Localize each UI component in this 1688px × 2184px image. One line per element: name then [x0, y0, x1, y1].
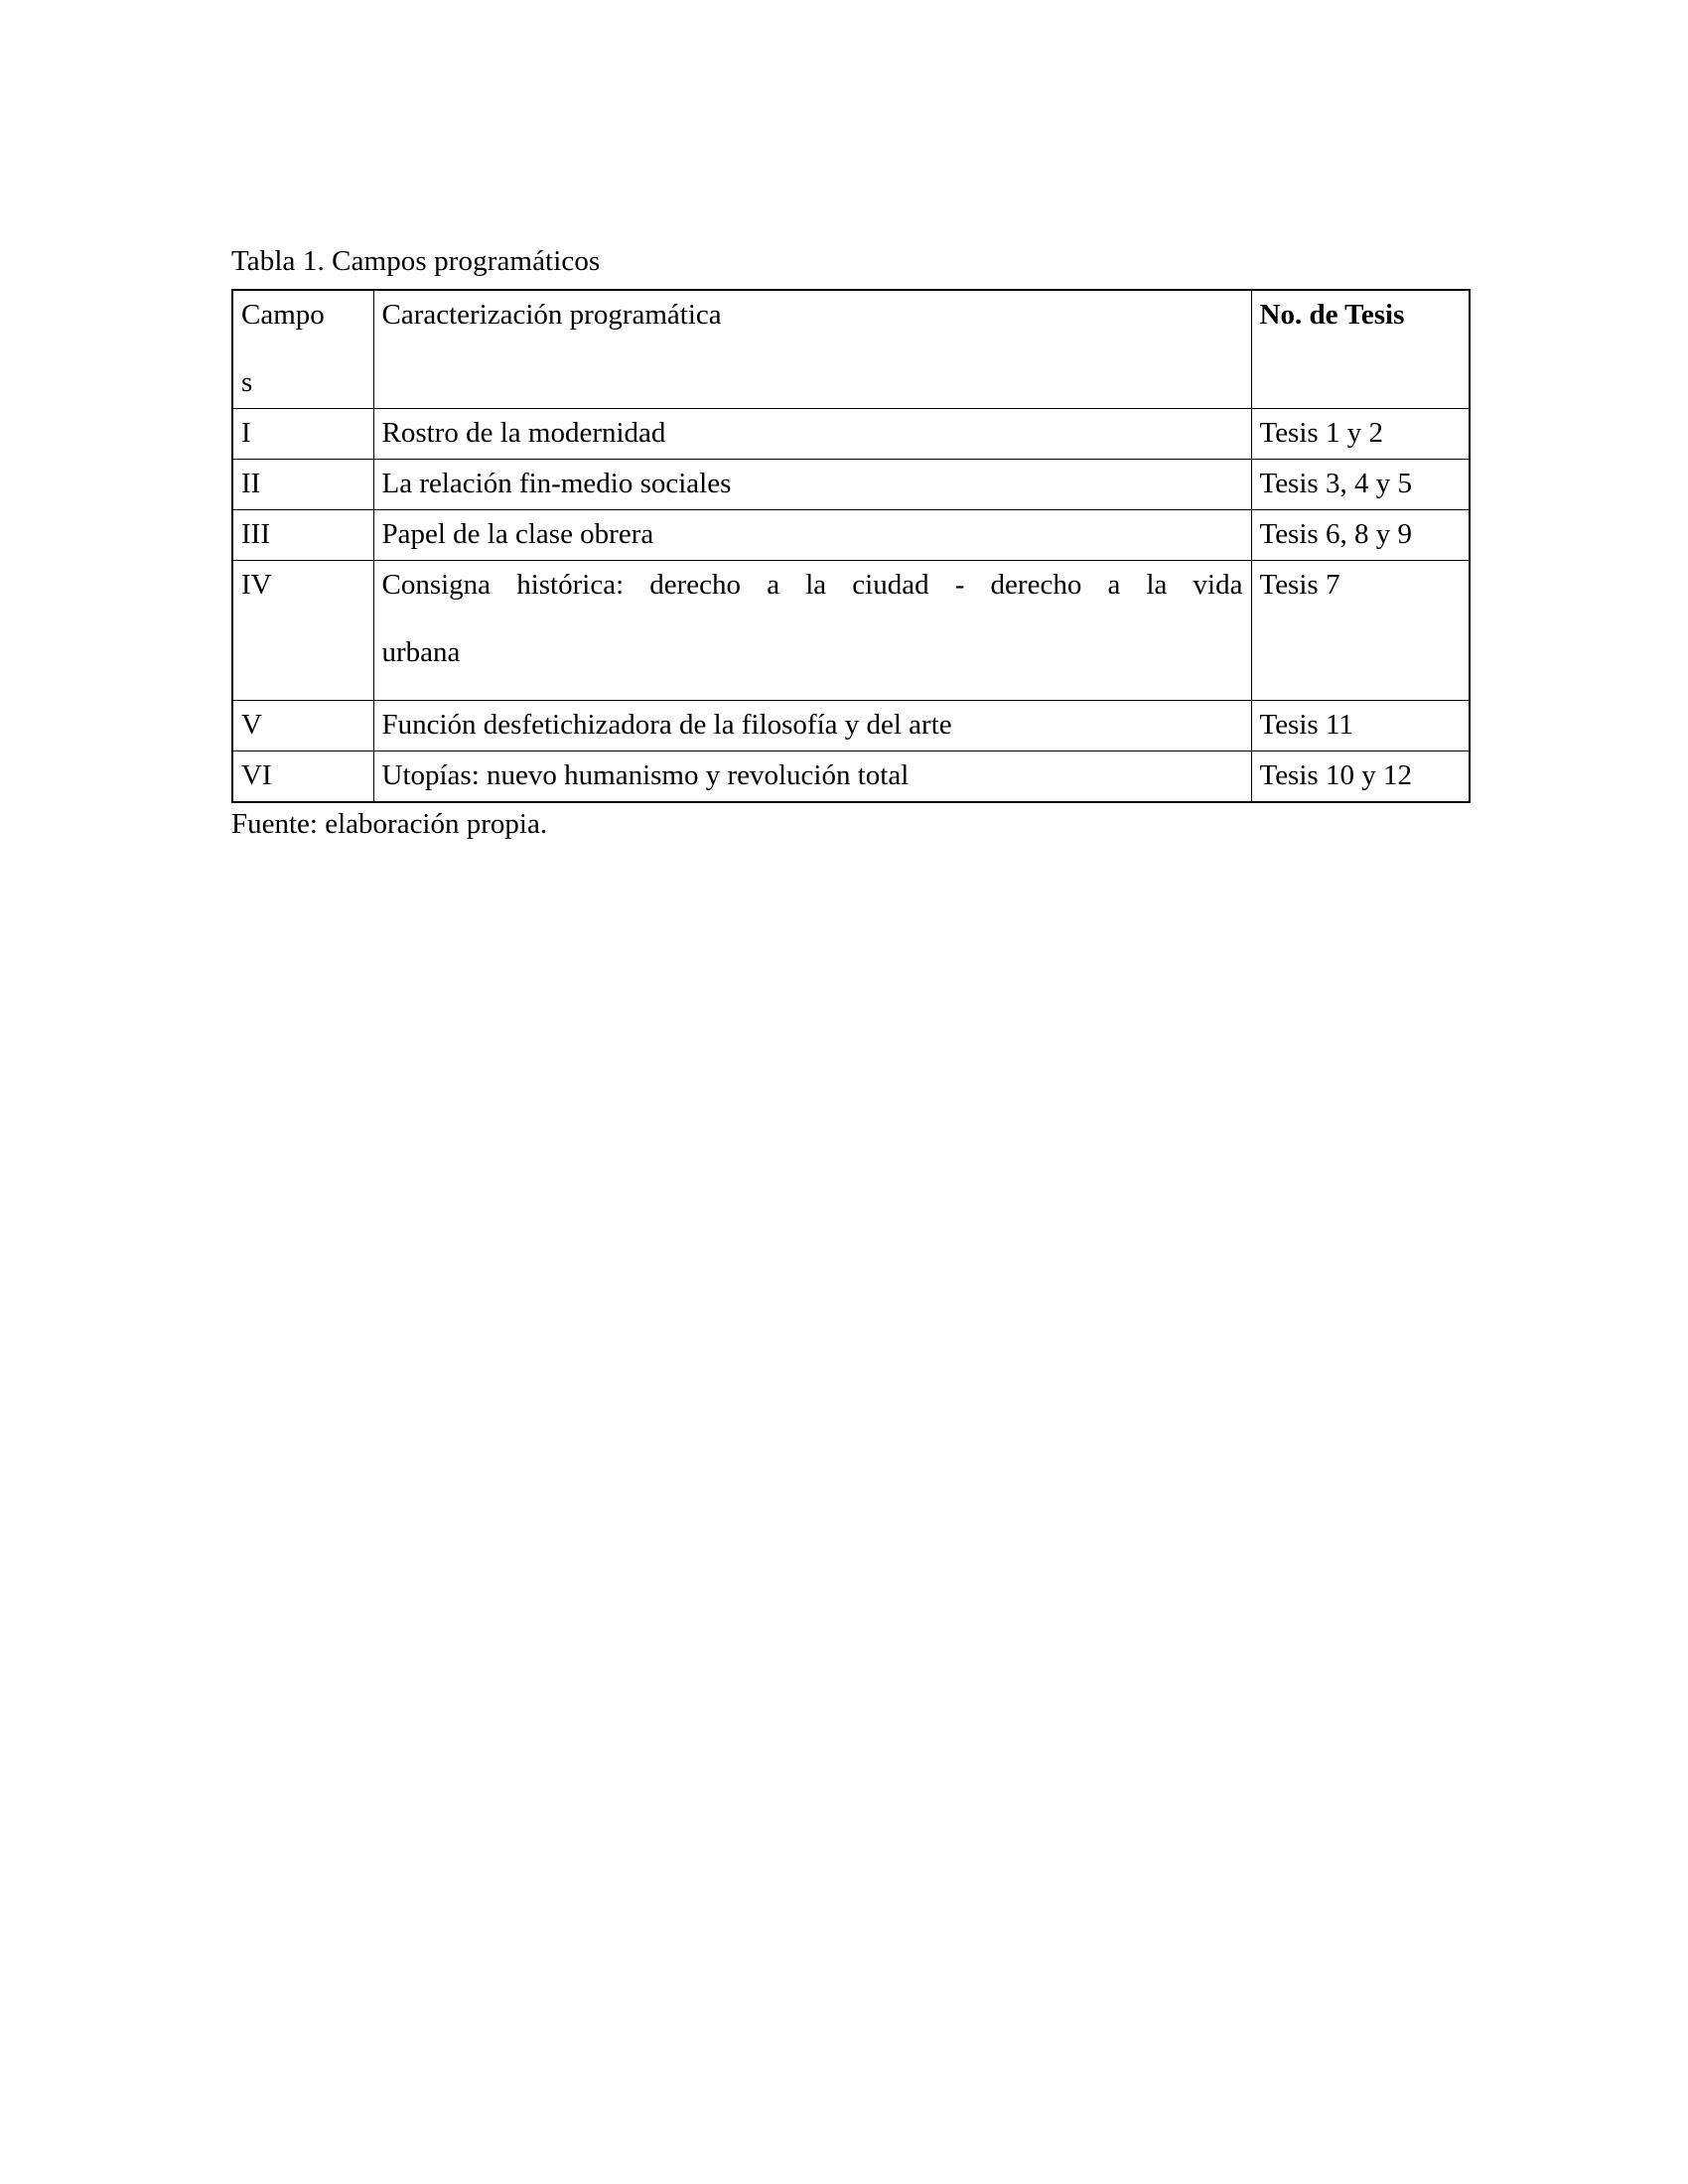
cell-campo [232, 460, 373, 510]
table-row [232, 561, 1470, 701]
cell-tesis [1251, 751, 1470, 803]
cell-tesis [1251, 510, 1470, 561]
caracterizacion-value: Consigna histórica: derecho a la ciudad - derecho a la vida [381, 569, 1243, 601]
caracterizacion-value: Rostro de la modernidad [381, 417, 666, 449]
tesis-value: Tesis 3, 4 y 5 [1259, 468, 1412, 499]
cell-campo [232, 510, 373, 561]
caracterizacion-value: Utopías: nuevo humanismo y revolución total [381, 759, 910, 791]
cell-campo [232, 751, 373, 803]
cell-caracterizacion [373, 460, 1251, 510]
cell-campo [232, 561, 373, 701]
campo-value: II [241, 468, 261, 499]
cell-tesis [1251, 561, 1470, 701]
campo-value: I [241, 417, 251, 449]
tesis-value: Tesis 7 [1259, 569, 1340, 601]
header-campos-line1: Campo [241, 299, 325, 331]
cell-campo [232, 409, 373, 460]
header-no-de-tesis-label: No. de Tesis [1259, 299, 1405, 331]
cell-campo [232, 701, 373, 751]
cell-caracterizacion [373, 409, 1251, 460]
header-cell-campos [232, 290, 373, 409]
caracterizacion-value: Papel de la clase obrera [381, 518, 654, 550]
tesis-value: Tesis 11 [1259, 709, 1353, 741]
header-campos-line2: s [241, 366, 253, 398]
table-row [232, 460, 1470, 510]
table-header-row [232, 290, 1470, 409]
caracterizacion-value: La relación fin-medio sociales [381, 468, 732, 499]
cell-caracterizacion [373, 510, 1251, 561]
header-caracterizacion-label: Caracterización programática [381, 299, 722, 331]
source-note: Fuente: elaboración propia. [231, 808, 548, 840]
table-caption: Tabla 1. Campos programáticos [231, 245, 601, 277]
campo-value: VI [241, 759, 272, 791]
document-content [231, 241, 1469, 843]
table-row [232, 751, 1470, 803]
cell-tesis [1251, 701, 1470, 751]
table-row [232, 409, 1470, 460]
cell-tesis [1251, 409, 1470, 460]
table-row [232, 510, 1470, 561]
campo-value: IV [241, 569, 272, 601]
header-cell-no-de-tesis [1251, 290, 1470, 409]
campos-programaticos-table [231, 289, 1471, 803]
tesis-value: Tesis 1 y 2 [1259, 417, 1383, 449]
header-cell-caracterizacion [373, 290, 1251, 409]
caracterizacion-value-line2: urbana [381, 636, 461, 668]
tesis-value: Tesis 6, 8 y 9 [1259, 518, 1412, 550]
campo-value: III [241, 518, 270, 550]
cell-caracterizacion [373, 561, 1251, 701]
cell-caracterizacion [373, 751, 1251, 803]
cell-caracterizacion [373, 701, 1251, 751]
campo-value: V [241, 709, 262, 741]
cell-tesis [1251, 460, 1470, 510]
caracterizacion-value: Función desfetichizadora de la filosofía y del arte [381, 709, 952, 741]
tesis-value: Tesis 10 y 12 [1259, 759, 1412, 791]
table-row [232, 701, 1470, 751]
